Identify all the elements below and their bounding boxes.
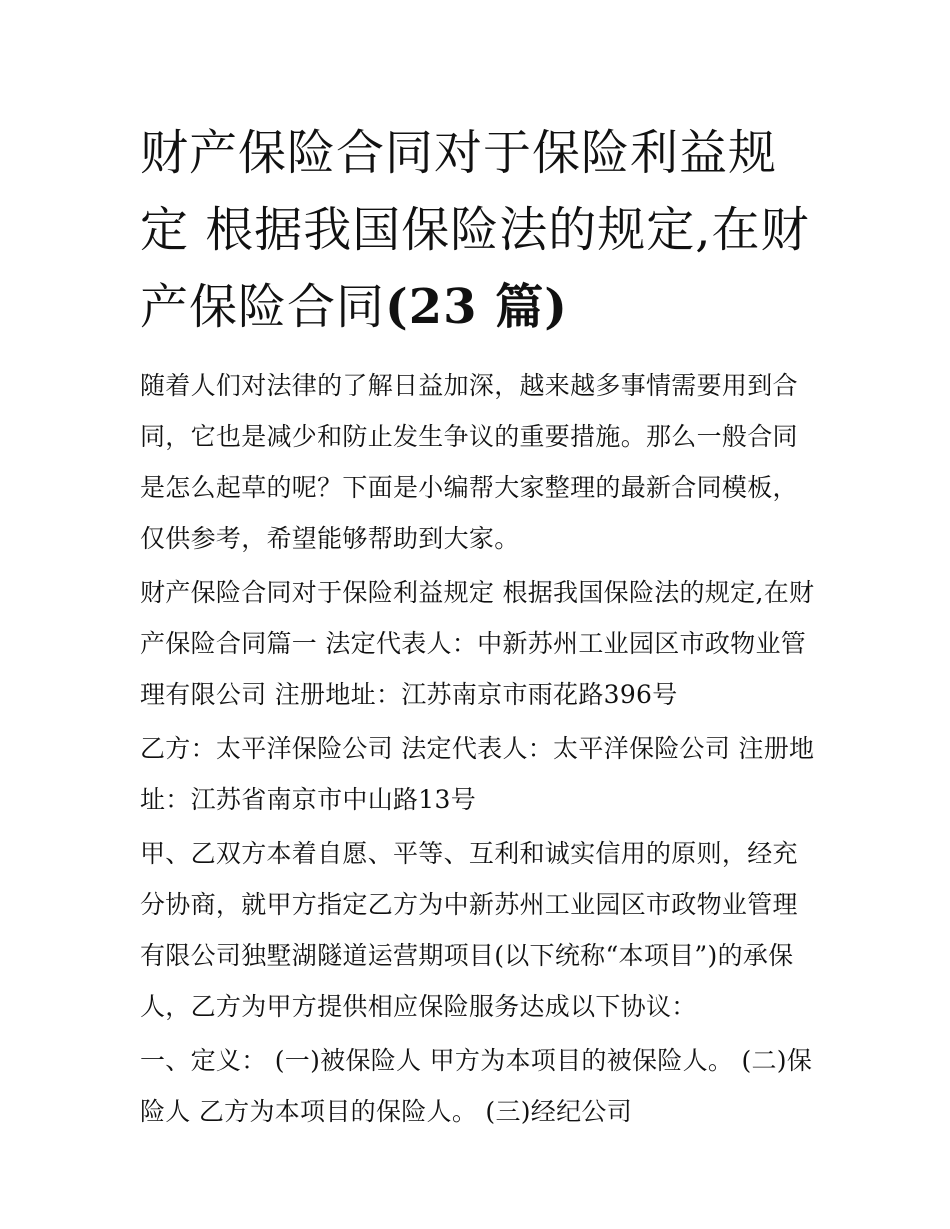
document-title-text: 财产保险合同对于保险利益规定 根据我国保险法的规定,在财产保险合同	[140, 125, 810, 335]
document-page	[140, 115, 815, 1140]
definitions-paragraph: 一、定义： (一)被保险人 甲方为本项目的被保险人。 (二)保险人 乙方为本项目的保险人。 (三)经纪公司	[140, 1046, 813, 1126]
document-title	[140, 115, 815, 346]
intro-paragraph: 随着人们对法律的了解日益加深，越来越多事情需要用到合同，它也是减少和防止发生争议的重要措施。那么一般合同是怎么起草的呢？下面是小编帮大家整理的最新合同模板，仅供参考，希望能够帮助到大家。	[140, 371, 798, 553]
agreement-paragraph: 甲、乙双方本着自愿、平等、互利和诚实信用的原则，经充分协商，就甲方指定乙方为中新苏州工业园区市政物业管理有限公司独墅湖隧道运营期项目(以下统称“本项目”)的承保人，乙方为甲方提供相应保险服务达成以下协议：	[140, 839, 798, 1021]
contract-party-a-paragraph: 财产保险合同对于保险利益规定 根据我国保险法的规定,在财产保险合同篇一 法定代表人：中新苏州工业园区市政物业管理有限公司 注册地址：江苏南京市雨花路396号	[140, 578, 815, 709]
contract-party-b-paragraph: 乙方：太平洋保险公司 法定代表人：太平洋保险公司 注册地址：江苏省南京市中山路13号	[140, 734, 815, 814]
document-title-count: (23 篇)	[385, 279, 568, 335]
